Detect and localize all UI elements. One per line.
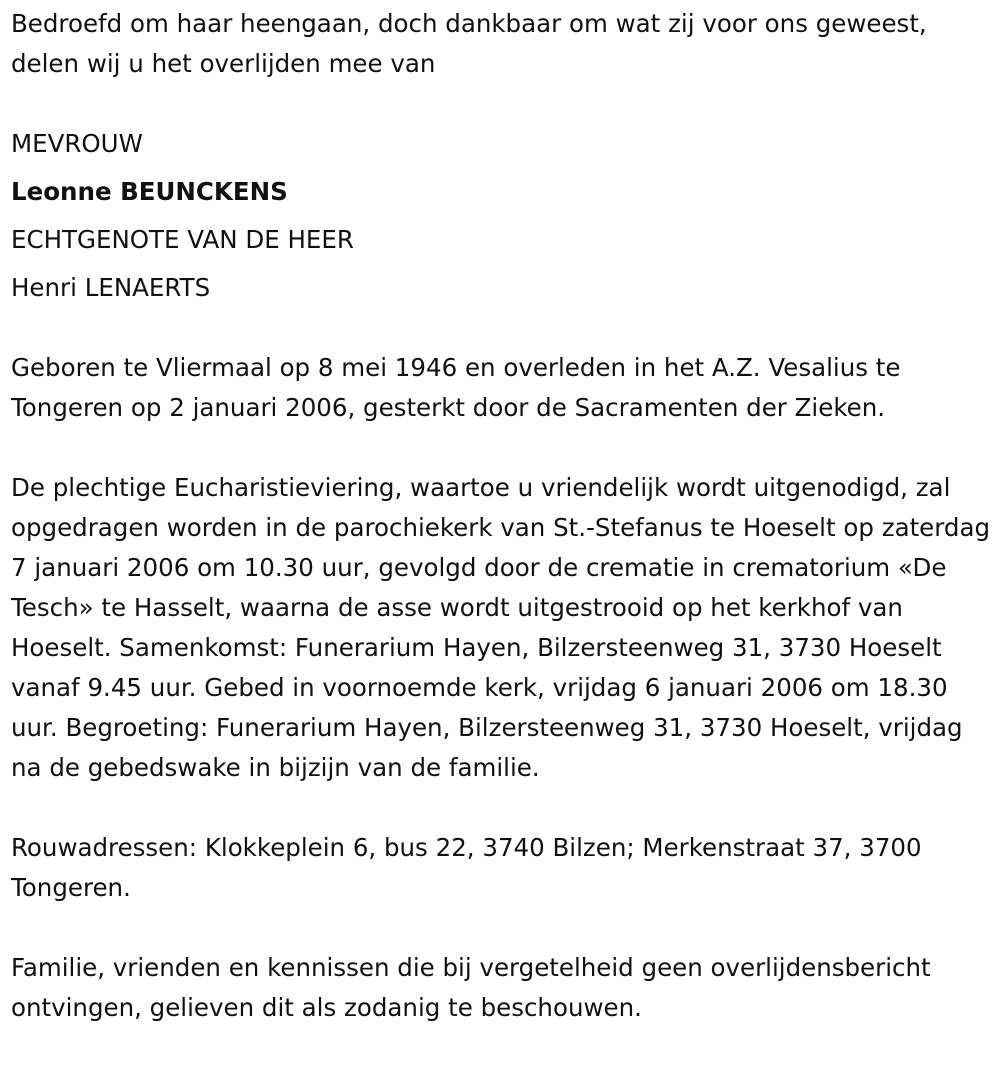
deceased-name: Leonne BEUNCKENS [11, 177, 288, 206]
birth-death-text: Geboren te Vliermaal op 8 mei 1946 en overleden in het A.Z. Vesalius te Tongeren op 2 januari 2006, gesterkt door de Sacramenten der Zieken. [11, 353, 901, 422]
spacer [11, 84, 1000, 124]
addresses-text: Rouwadressen: Klokkeplein 6, bus 22, 3740 Bilzen; Merkenstraat 37, 3700 Tongeren. [11, 833, 922, 902]
closing-text: Familie, vrienden en kennissen die bij vergetelheid geen overlijdensbericht ontvingen, gelieven dit als zodanig te beschouwen. [11, 953, 931, 1022]
spacer [11, 788, 1000, 828]
deceased-block [11, 120, 1000, 312]
relation-text: ECHTGENOTE VAN DE HEER [11, 225, 354, 254]
spacer [11, 908, 1000, 948]
spouse-name: Henri LENAERTS [11, 273, 211, 302]
ceremony-text: De plechtige Eucharistieviering, waartoe u vriendelijk wordt uitgenodigd, zal opgedragen worden in de parochiekerk van St.-Stefanus te Hoeselt op zaterdag 7 januari 2006 om 10.30 uur, gevolgd door de crematie in crematorium «De Tesch» te Hasselt, waarna de asse wordt uitgestrooid op het kerkhof van Hoeselt. Samenkomst: Funerarium Hayen, Bilzersteenweg 31, 3730 Hoeselt vanaf 9.45 uur. Gebed in voornoemde kerk, vrijdag 6 januari 2006 om 18.30 uur. Begroeting: Funerarium Hayen, Bilzersteenweg 31, 3730 Hoeselt, vrijdag na de gebedswake in bijzijn van de familie. [11, 473, 991, 782]
deceased-title: MEVROUW [11, 129, 143, 158]
spacer [11, 308, 1000, 348]
spacer [11, 428, 1000, 468]
intro-text: Bedroefd om haar heengaan, doch dankbaar om wat zij voor ons geweest, delen wij u het overlijden mee van [11, 9, 927, 78]
